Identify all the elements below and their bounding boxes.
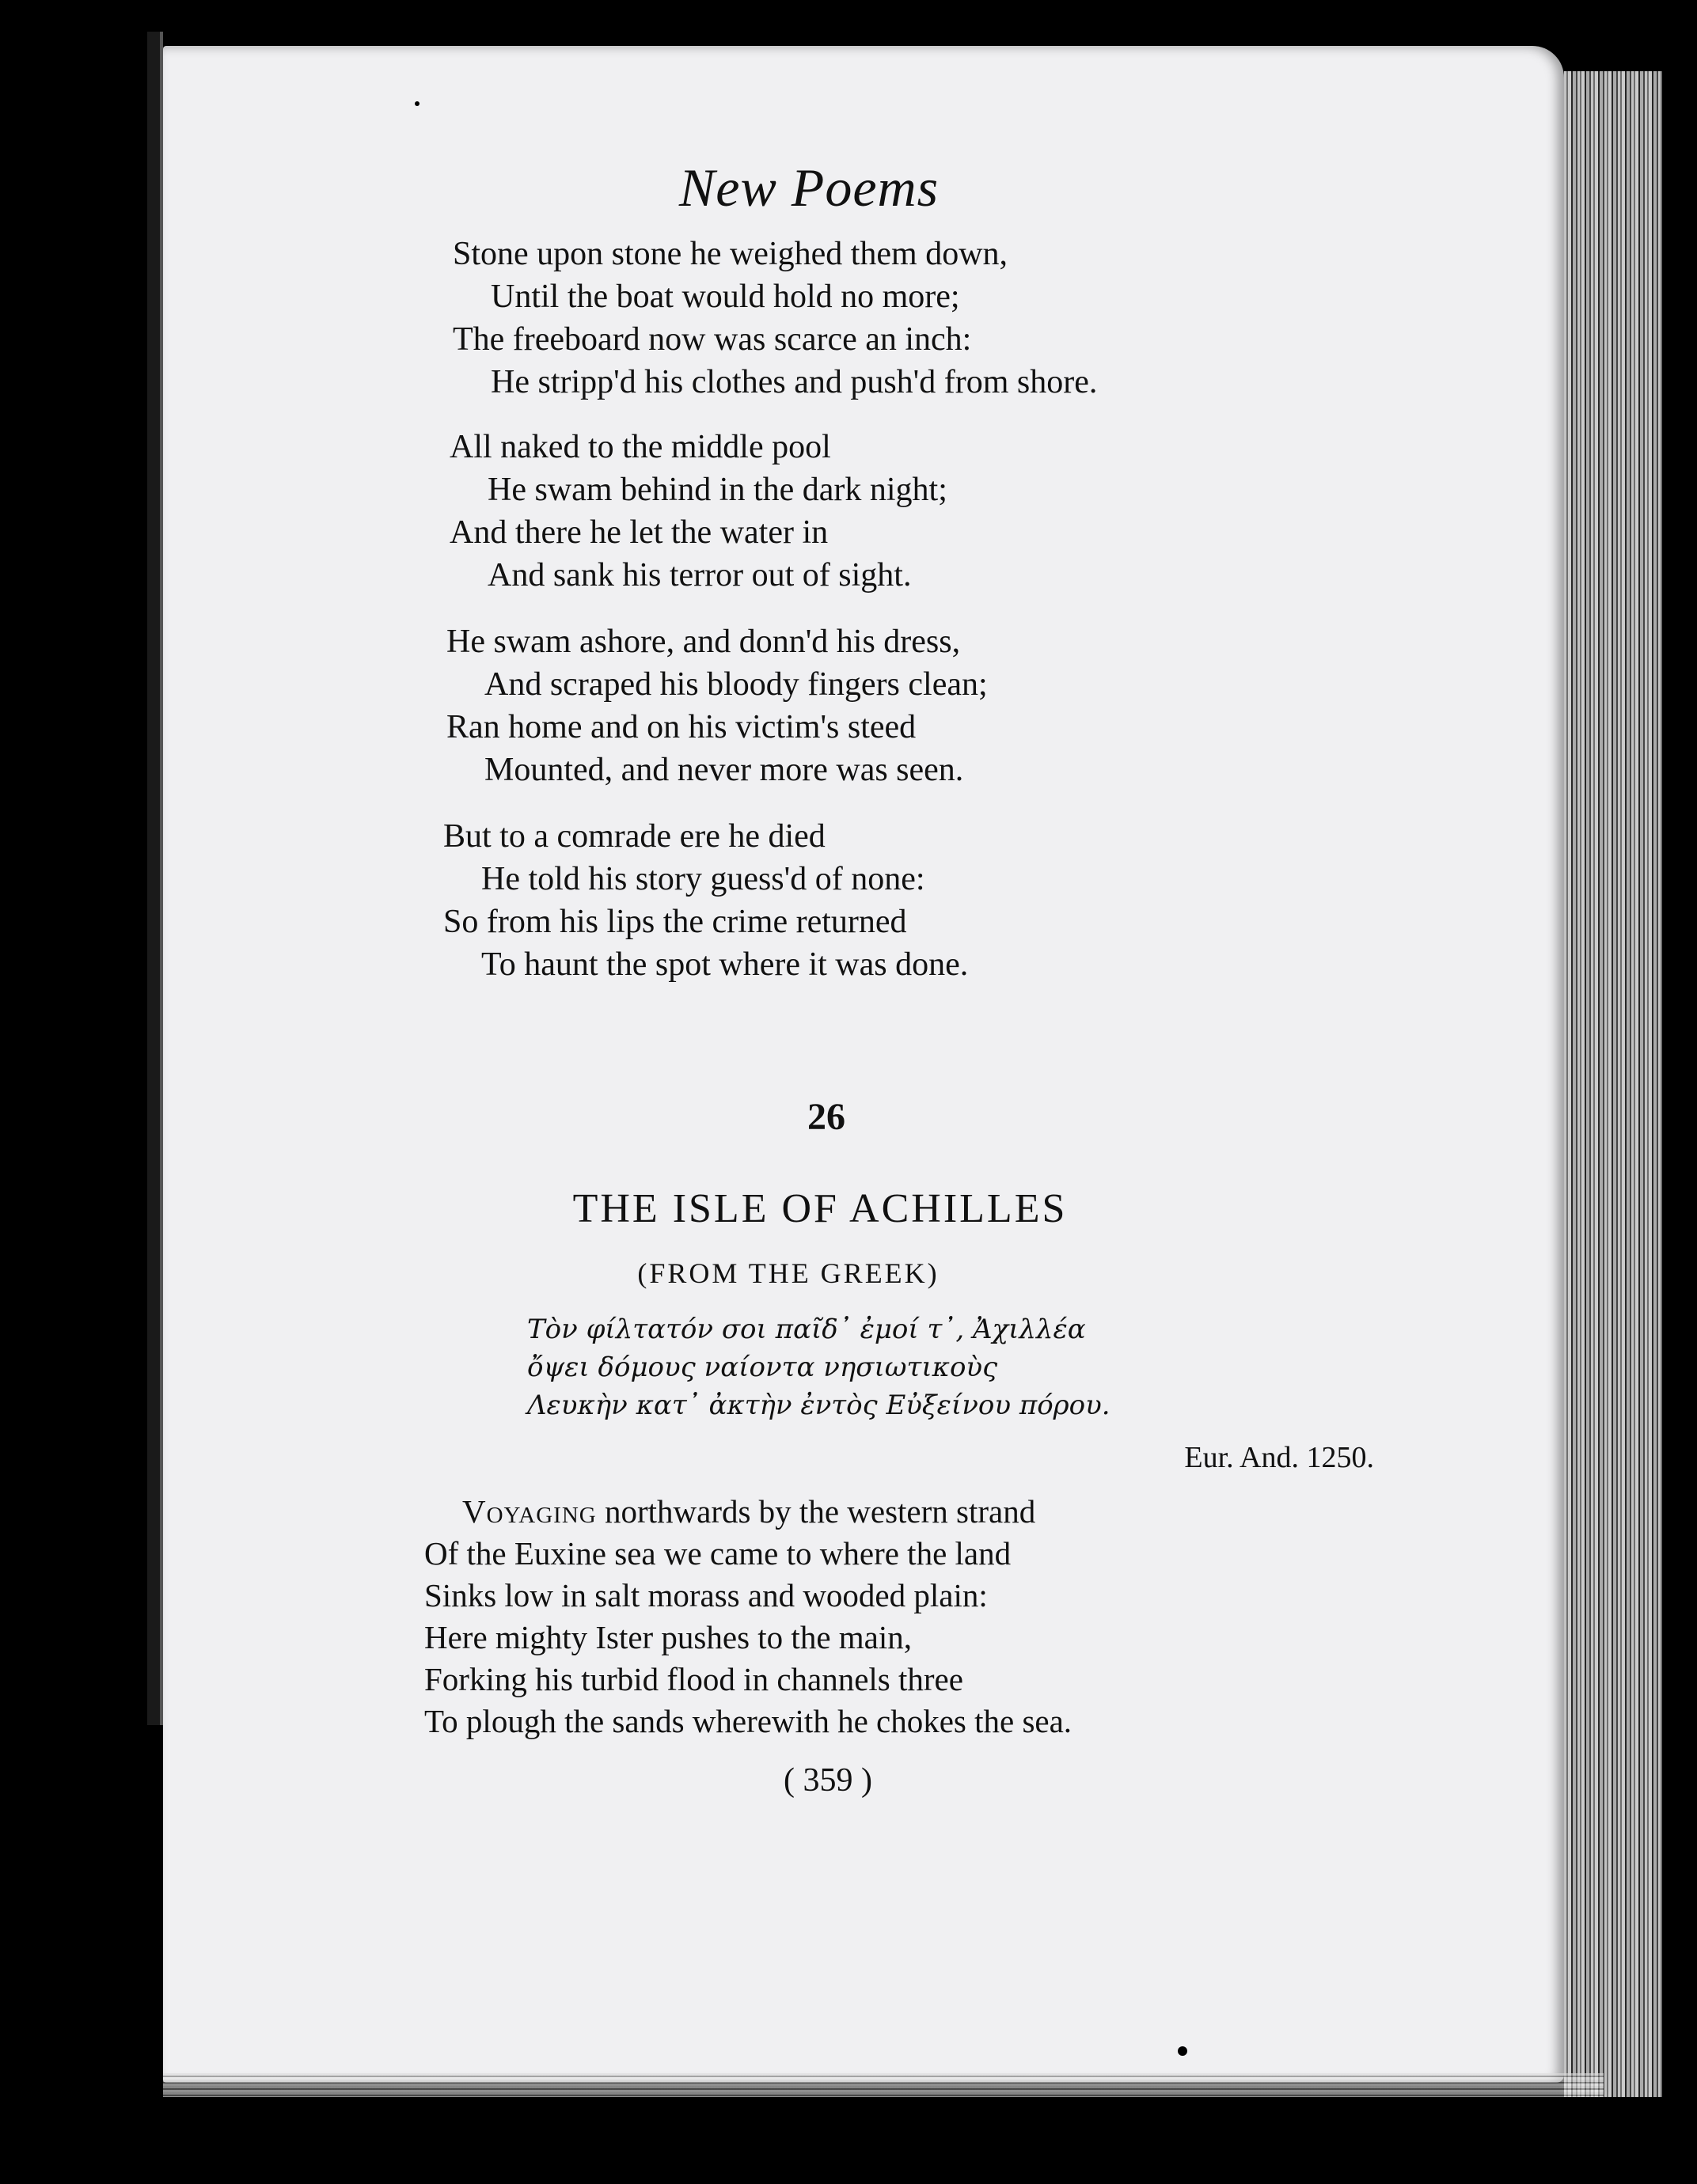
verse-line: Until the boat would hold no more;: [491, 279, 960, 315]
verse-line: To plough the sands wherewith he chokes the sea.: [424, 1703, 1072, 1739]
epigraph-citation: Eur. And. 1250.: [1184, 1441, 1374, 1474]
verse-line: Here mighty Ister pushes to the main,: [424, 1619, 913, 1655]
greek-line: Τὸν φίλτατόν σοι παῖδ᾽ ἐμοί τ᾽, Ἀχιλλέα: [527, 1314, 1086, 1345]
verse-line: All naked to the middle pool: [450, 429, 831, 465]
drop-word: Voyaging: [462, 1493, 597, 1530]
verse-line: And scraped his bloody fingers clean;: [484, 666, 988, 703]
verse-line: And sank his terror out of sight.: [488, 557, 912, 593]
verse-line: Mounted, and never more was seen.: [484, 752, 964, 788]
verse-line-rest: northwards by the western strand: [596, 1493, 1036, 1530]
verse-line: He swam behind in the dark night;: [488, 472, 947, 508]
verse-line-first: [424, 1491, 1072, 1533]
greek-line: Λευκὴν κατ᾽ ἀκτὴν ἐντὸς Εὐξείνου πόρου.: [527, 1390, 1110, 1421]
left-margin-dark: [0, 0, 150, 2184]
page-number: ( 359 ): [784, 1762, 872, 1799]
poem-subtitle: (FROM THE GREEK): [637, 1257, 940, 1289]
stanza-2: [450, 426, 947, 597]
verse-line: And there he let the water in: [450, 514, 829, 551]
verse-line: He stripp'd his clothes and push'd from shore.: [491, 364, 1098, 400]
verse-line: Sinks low in salt morass and wooded plain:: [424, 1577, 988, 1613]
verse-line: Of the Euxine sea we came to where the land: [424, 1535, 1012, 1572]
verse-line: To haunt the spot where it was done.: [481, 946, 969, 983]
book-spine-edge: [147, 32, 163, 1725]
stanza-4: [443, 815, 968, 986]
greek-epigraph: [527, 1310, 1110, 1424]
poem-number: 26: [807, 1096, 845, 1138]
page-content: [163, 46, 1564, 2083]
stanza-1: [453, 233, 1097, 404]
verse-line: Ran home and on his victim's steed: [446, 709, 917, 745]
verse-line: The freeboard now was scarce an inch:: [453, 321, 972, 358]
verse-line: Forking his turbid flood in channels three: [424, 1661, 963, 1697]
poem-title: THE ISLE OF ACHILLES: [572, 1186, 1068, 1231]
running-head: New Poems: [678, 157, 940, 218]
verse-line: So from his lips the crime returned: [443, 904, 907, 940]
verse-line: Stone upon stone he weighed them down,: [453, 236, 1008, 272]
page-edges-stack: [1564, 71, 1675, 2097]
verse-line: He told his story guess'd of none:: [481, 861, 925, 897]
verse-line: But to a comrade ere he died: [443, 818, 826, 855]
right-margin-dark: [1662, 63, 1697, 2121]
opening-verse: [424, 1491, 1072, 1742]
verse-line: He swam ashore, and donn'd his dress,: [446, 624, 961, 660]
greek-line: ὄψει δόμους ναίοντα νησιωτικοὺς: [527, 1352, 998, 1383]
stanza-3: [446, 620, 988, 791]
